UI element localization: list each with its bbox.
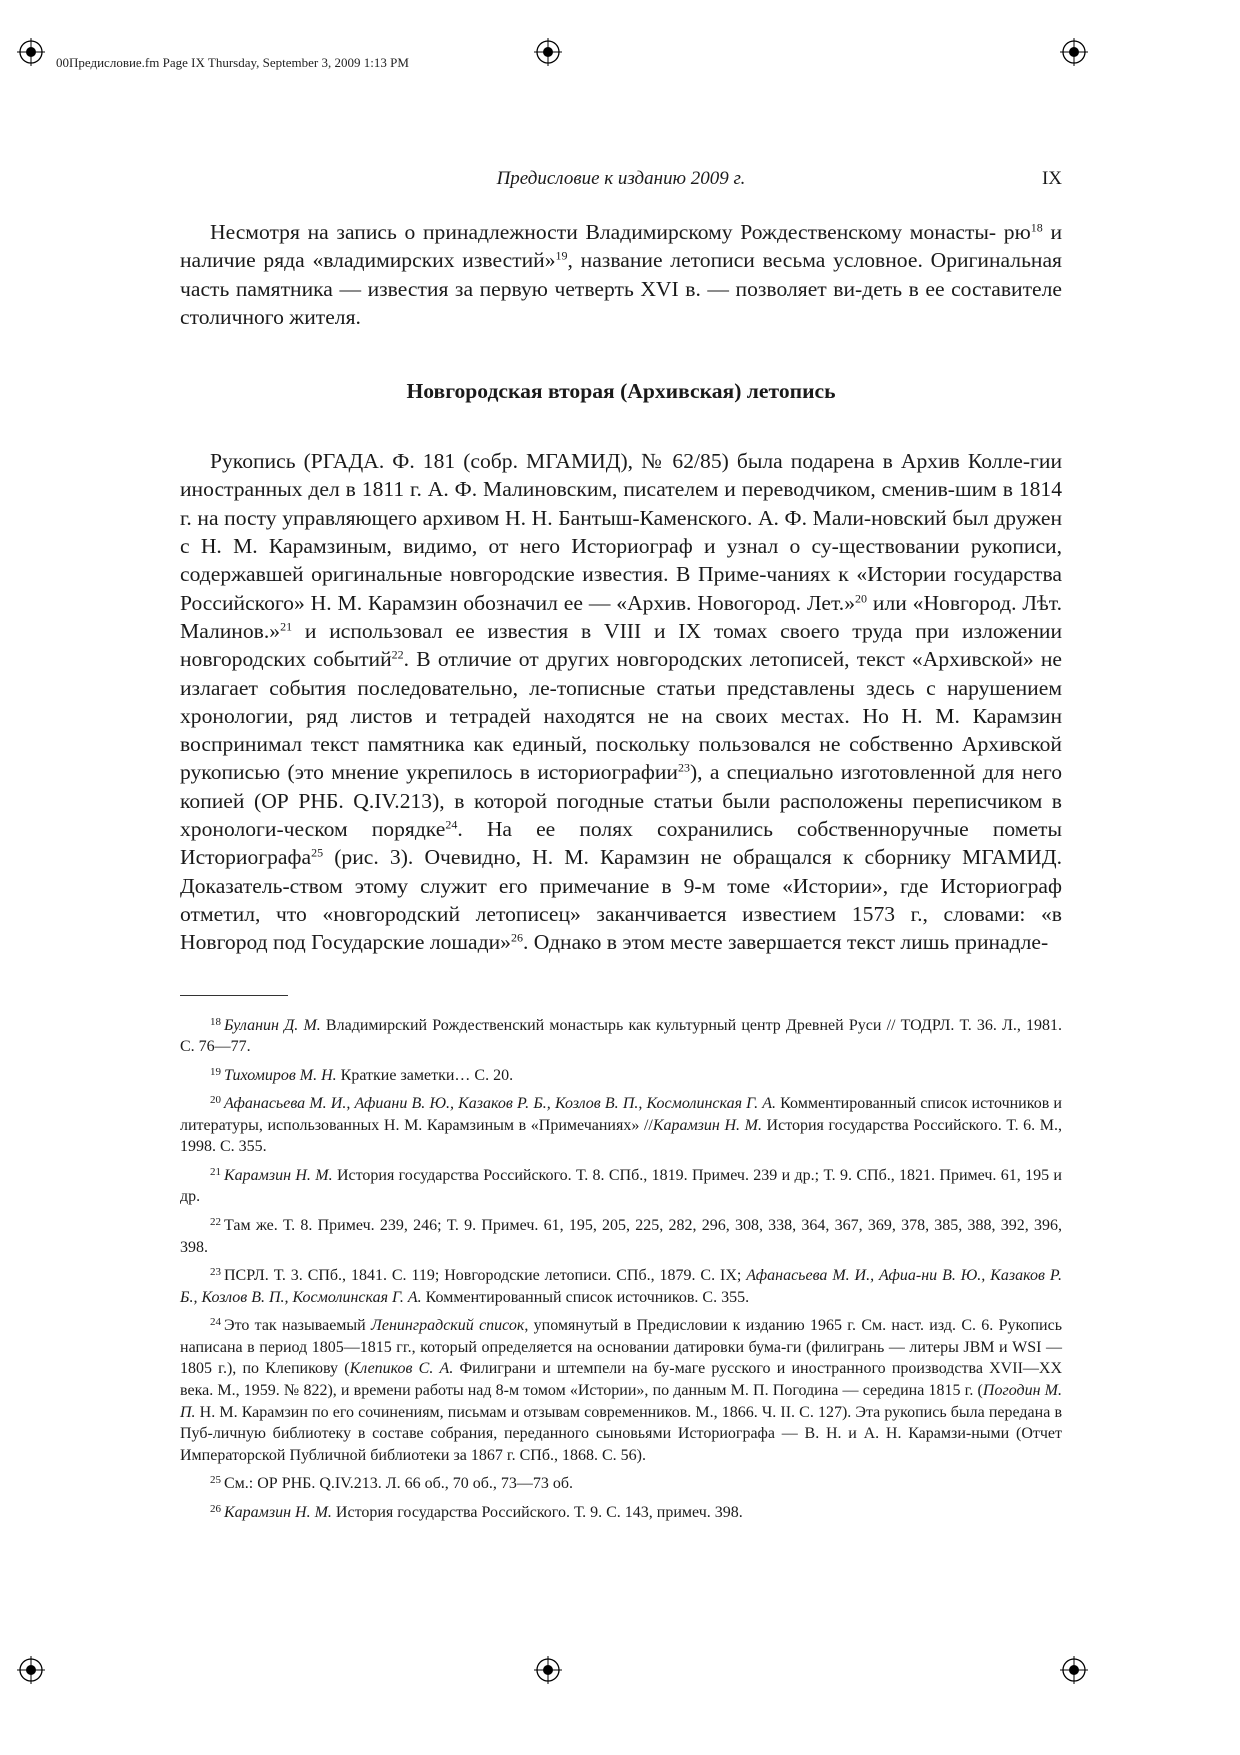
registration-mark-top-right bbox=[1060, 38, 1088, 66]
footnote-25 bbox=[180, 1470, 1062, 1495]
italic-term: Ленинградский список bbox=[371, 1317, 525, 1335]
registration-mark-top-center bbox=[534, 38, 562, 66]
registration-mark-bottom-center bbox=[534, 1656, 562, 1684]
running-head-title: Предисловие к изданию 2009 г. bbox=[496, 168, 746, 189]
footnote-26 bbox=[180, 1499, 1062, 1524]
text-run: Несмотря на запись о принадлежности Владимирскому Рождественскому монасты- рю bbox=[210, 220, 1031, 244]
text-run: (рис. 3). Очевидно, Н. М. Карамзин не обращался к сборнику МГАМИД. Доказатель-ством этому служит его примечание в 9-м томе «Истории», где Историограф отметил, что «новгородский летописец» заканчивается известием 1573 г., словами: «в Новгород под Государские лошади» bbox=[180, 845, 1062, 955]
footnote-ref-23[interactable]: 23 bbox=[677, 761, 690, 776]
footnote-number: 25 bbox=[210, 1474, 221, 1487]
text-run: Н. М. Карамзин по его сочинениям, письмам и отзывам современников. М., 1866. Ч. II. С. 127). Эта рукопись была передана в Пуб-личную библиотеку в составе собрания, переданного сыновьями Историографа — В. Н. и А. Н. Карамзи-ными (Отчет Императорской Публичной библиотеки за 1867 г. СПб., 1868. С. 56). bbox=[180, 1403, 1062, 1464]
footnote-24 bbox=[180, 1312, 1062, 1466]
author-name: Тихомиров М. Н. bbox=[224, 1066, 337, 1084]
text-run: и наличие ряда «владимирских известий» bbox=[180, 220, 1062, 273]
intro-paragraph bbox=[180, 218, 1062, 331]
text-run: ), а специально изготовленной для него копией (ОР РНБ. Q.IV.213), в которой погодные статьи были расположены переписчиком в хронологи-ческом порядке bbox=[180, 760, 1062, 842]
author-name: Карамзин Н. М. bbox=[224, 1166, 333, 1184]
text-run: . На ее полях сохранились собственноручные пометы Историографа bbox=[180, 817, 1062, 870]
registration-mark-bottom-right bbox=[1060, 1656, 1088, 1684]
author-name: Афанасьева М. И., Афиани В. Ю., Казаков Р. Б., Козлов В. П., Космолинская Г. А. bbox=[224, 1095, 777, 1113]
author-name: Афанасьева М. И., Афиа-ни В. Ю., Казаков Р. Б., Козлов В. П., Космолинская Г. А. bbox=[180, 1267, 1062, 1306]
author-name: Буланин Д. М. bbox=[224, 1016, 321, 1034]
footnote-number: 24 bbox=[210, 1316, 221, 1329]
footnote-20 bbox=[180, 1090, 1062, 1158]
text-run: Там же. Т. 8. Примеч. 239, 246; Т. 9. Примеч. 61, 195, 205, 225, 282, 296, 308, 338, 364, 367, 369, 378, 385, 388, 392, 396, 398. bbox=[180, 1216, 1062, 1256]
footnote-ref-25[interactable]: 25 bbox=[311, 845, 324, 860]
author-name: Клепиков С. А. bbox=[349, 1360, 454, 1378]
footnote-21 bbox=[180, 1162, 1062, 1208]
text-run: и использовал ее известия в VIII и IX томах своего труда при изложении новгородских событий bbox=[180, 618, 1062, 672]
text-run: Это так называемый bbox=[224, 1317, 372, 1335]
footnote-ref-22[interactable]: 22 bbox=[391, 647, 404, 662]
footnote-18 bbox=[180, 1012, 1062, 1058]
text-run: Комментированный список источников и литературы, использованных Н. М. Карамзиным в «Примечаниях» // bbox=[180, 1095, 1062, 1134]
footnote-number: 23 bbox=[210, 1266, 221, 1279]
footnote-number: 21 bbox=[210, 1165, 221, 1178]
footnote-ref-24[interactable]: 24 bbox=[445, 817, 458, 832]
text-run: . Однако в этом месте завершается текст лишь принадле- bbox=[522, 930, 1049, 955]
text-run: , упомянутый в Предисловии к изданию 1965 г. См. наст. изд. С. 6. Рукопись написана в период 1805—1815 гг., который определяется на основании датировки бума-ги (филигрань — литеры JBM и WSI — 1805 г.), по Клепикову ( bbox=[180, 1317, 1062, 1378]
author-name: Карамзин Н. М. bbox=[224, 1503, 332, 1521]
author-name: Погодин М. П. bbox=[180, 1382, 1062, 1421]
footnote-number: 19 bbox=[210, 1065, 221, 1078]
running-head bbox=[180, 168, 1062, 192]
footnote-ref-20[interactable]: 20 bbox=[855, 591, 867, 606]
text-run: Рукопись (РГАДА. Ф. 181 (собр. МГАМИД), № 62/85) была подарена в Архив Колле-гии иностранных дел в 1811 г. А. Ф. Малиновским, писателем и переводчиком, сменив-шим в 1814 г. на посту управляющего архивом Н. Н. Бантыш-Каменского. А. Ф. Мали-новский был дружен с Н. М. Карамзиным, видимо, от него Историограф и узнал о су-ществовании рукописи, содержавшей оригинальные новгородские известия. В Приме-чаниях к «Истории государства Российского» Н. М. Карамзин обозначил ее — «Архив. Новогород. Лет.» bbox=[180, 449, 1062, 615]
text-run: или «Новгород. Лѣт. Малинов.» bbox=[180, 590, 1062, 643]
footnote-22 bbox=[180, 1212, 1062, 1258]
text-run: История государства Российского. Т. 9. С. 143, примеч. 398. bbox=[331, 1503, 743, 1521]
footnote-23 bbox=[180, 1262, 1062, 1308]
section-heading: Новгородская вторая (Архивская) летопись bbox=[406, 379, 836, 404]
main-paragraph bbox=[180, 447, 1062, 956]
text-run: История государства Российского. Т. 6. М., 1998. С. 355. bbox=[180, 1116, 1063, 1156]
text-run: ПСРЛ. Т. 3. СПб., 1841. С. 119; Новгородские летописи. СПб., 1879. С. IX; bbox=[224, 1267, 747, 1285]
text-run: Владимирский Рождественский монастырь как культурный центр Древней Руси // ТОДРЛ. Т. 36. Л., 1981. С. 76—77. bbox=[180, 1016, 1063, 1056]
footnote-ref-18[interactable]: 18 bbox=[1030, 220, 1043, 235]
footnote-number: 20 bbox=[210, 1094, 221, 1107]
text-run: См.: ОР РНБ. Q.IV.213. Л. 66 об., 70 об., 73—73 об. bbox=[224, 1475, 573, 1493]
footnote-number: 26 bbox=[210, 1502, 221, 1515]
author-name: Карамзин Н. М. bbox=[652, 1116, 762, 1134]
footnote-ref-21[interactable]: 21 bbox=[280, 619, 293, 634]
footnote-19 bbox=[180, 1062, 1062, 1087]
text-run: , название летописи весьма условное. Оригинальная часть памятника — известия за первую четверть XVI в. — позволяет ви-деть в ее составителе столичного жителя. bbox=[180, 248, 1062, 329]
text-run: История государства Российского. Т. 8. СПб., 1819. Примеч. 239 и др.; Т. 9. СПб., 1821. Примеч. 61, 195 и др. bbox=[180, 1166, 1062, 1206]
registration-mark-top-left bbox=[17, 38, 45, 66]
page-number: IX bbox=[1041, 168, 1062, 189]
footnote-ref-26[interactable]: 26 bbox=[510, 930, 523, 945]
footnote-number: 18 bbox=[210, 1015, 221, 1028]
text-run: Филиграни и штемпели на бу-маге русского и иностранного производства XVII—XX века. М., 1959. № 822), и времени работы над 8-м томом «Истории», по данным М. П. Погодина — середина 1815 г. ( bbox=[180, 1360, 1063, 1399]
text-run: Краткие заметки… С. 20. bbox=[336, 1066, 514, 1084]
footnote-separator bbox=[180, 995, 288, 996]
text-run: Комментированный список источников. С. 355. bbox=[421, 1288, 750, 1306]
text-run: . В отличие от других новгородских летописей, текст «Архивской» не излагает события последовательно, ле-тописные статьи представлены здесь с нарушением хронологии, ряд листов и тетрадей находятся не на своих местах. Но Н. М. Карамзин воспринимал текст памятника как единый, поскольку пользовался не собственно Архивской рукописью (это мнение укрепилось в историографии bbox=[180, 647, 1062, 785]
footnote-ref-19[interactable]: 19 bbox=[555, 248, 568, 263]
page-body bbox=[180, 218, 1062, 1527]
print-slug: 00Предисловие.fm Page IX Thursday, September 3, 2009 1:13 PM bbox=[56, 55, 409, 70]
footnote-number: 22 bbox=[210, 1216, 221, 1229]
footnotes bbox=[180, 1012, 1062, 1524]
registration-mark-bottom-left bbox=[17, 1656, 45, 1684]
